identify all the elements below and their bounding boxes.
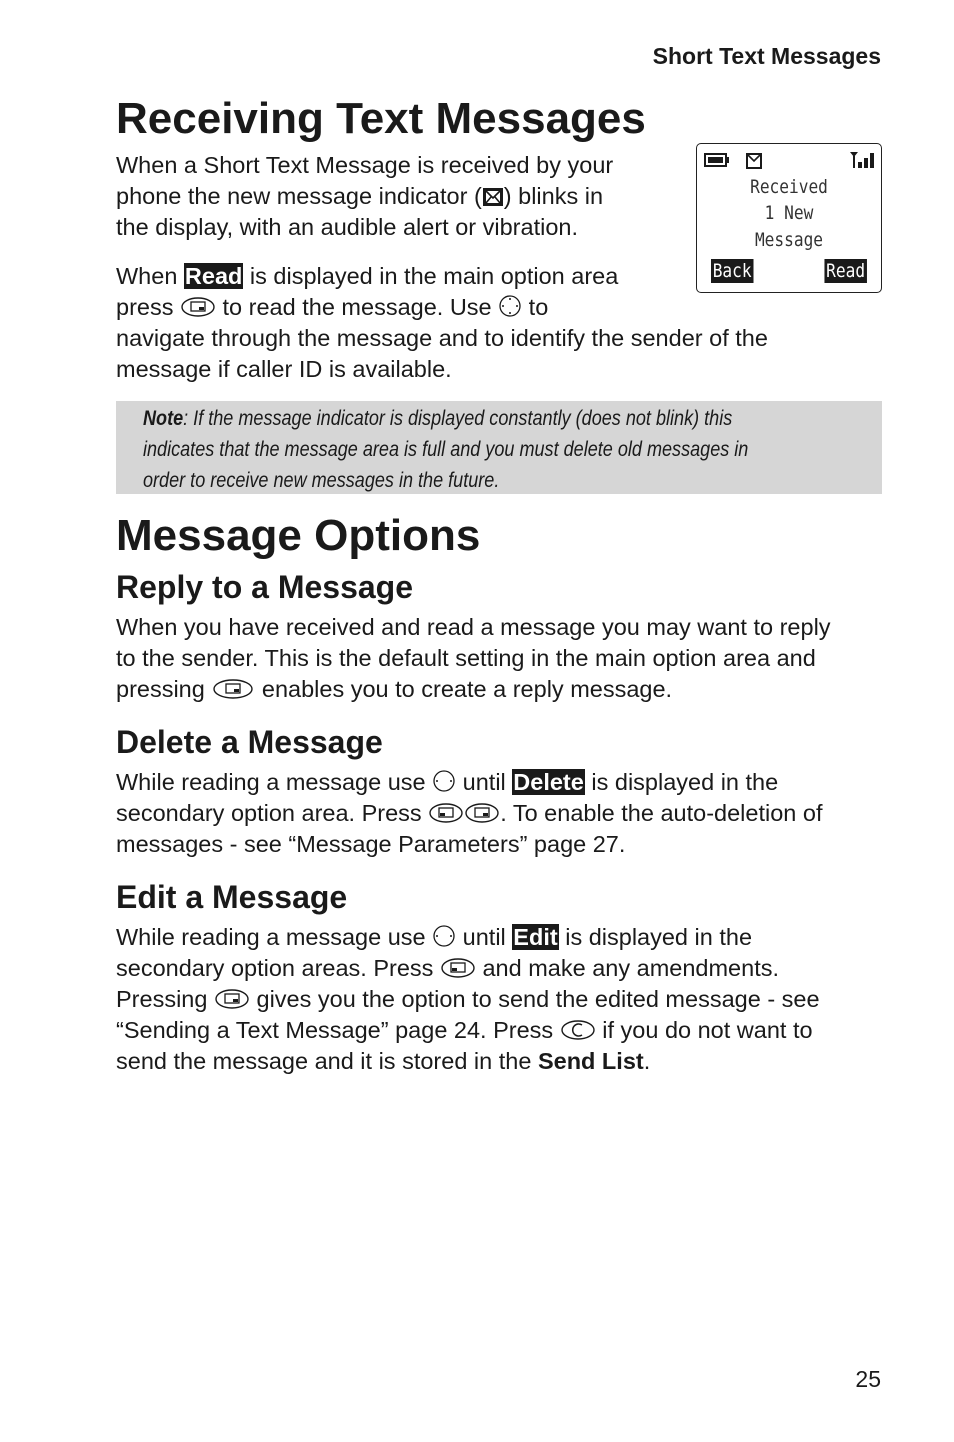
right-softkey-icon (180, 296, 216, 318)
right-softkey-icon (214, 988, 250, 1010)
right-softkey-icon (464, 802, 500, 824)
text-line: While reading a message use until Delete is displayed in the (116, 769, 779, 795)
subsection-title-delete: Delete a Message (116, 724, 383, 760)
navigation-key-icon (498, 294, 522, 318)
text-line: indicates that the message area is full and you must delete old messages in (143, 438, 749, 461)
send-list-term: Send List (537, 1048, 644, 1074)
receiving-paragraph-1 (116, 150, 613, 243)
note-text (143, 403, 857, 496)
edit-paragraph (116, 922, 820, 1077)
envelope-icon (482, 187, 504, 207)
section-title-message-options: Message Options (116, 511, 481, 560)
delete-paragraph (116, 767, 823, 860)
navigation-key-icon (432, 924, 456, 948)
subsection-title-reply: Reply to a Message (116, 569, 413, 605)
text-line: While reading a message use until Edit is displayed in the (116, 924, 753, 950)
right-softkey-icon (211, 678, 255, 700)
section-title-receiving: Receiving Text Messages (116, 94, 646, 143)
phone-display-illustration (696, 143, 882, 293)
edit-softkey-label: Edit (513, 924, 558, 950)
text-line: pressing enables you to create a reply message. (116, 676, 673, 702)
read-softkey-label: Read (184, 263, 243, 289)
page-number: 25 (855, 1366, 881, 1392)
text-line: send the message and it is stored in the Send List. (116, 1048, 651, 1074)
battery-icon (704, 152, 730, 172)
text-line: “Sending a Text Message” page 24. Press if you do not want to (116, 1017, 813, 1043)
text-line: Pressing gives you the option to send the edited message - see (116, 986, 820, 1012)
note-label: Note (143, 407, 184, 430)
text-line: When Read is displayed in the main option area (116, 263, 619, 289)
text-line: secondary option areas. Press and make any amendments. (116, 955, 780, 981)
left-softkey-icon (440, 957, 476, 979)
text-line: When a Short Text Message is received by your (116, 152, 614, 178)
navigation-key-icon (432, 769, 456, 793)
display-line-received: Received (750, 176, 828, 198)
text-line: secondary option area. Press . To enable the auto-deletion of (116, 800, 823, 826)
text-line: order to receive new messages in the future. (143, 469, 500, 492)
note-box (116, 401, 882, 494)
text-line: to the sender. This is the default setting in the main option area and (116, 645, 816, 671)
text-line: messages - see “Message Parameters” page 27. (116, 831, 626, 857)
message-indicator-icon (745, 152, 763, 174)
subsection-title-edit: Edit a Message (116, 879, 348, 915)
text-line: Note: If the message indicator is displayed constantly (does not blink) this (143, 407, 733, 430)
delete-softkey-label: Delete (513, 769, 584, 795)
back-softkey: Back (712, 260, 752, 282)
read-softkey: Read (826, 260, 866, 282)
text-line: the display, with an audible alert or vibration. (116, 214, 578, 240)
signal-strength-icon (849, 150, 877, 174)
text-line: navigate through the message and to identify the sender of the (116, 325, 768, 351)
receiving-paragraph-2 (116, 261, 768, 385)
text-line: phone the new message indicator ( ) blinks in (116, 183, 604, 209)
text-line: message if caller ID is available. (116, 356, 452, 382)
clear-key-icon (560, 1019, 596, 1041)
text-line: When you have received and read a message you may want to reply (116, 614, 831, 640)
display-line-message: Message (754, 229, 824, 251)
display-line-new: 1 New (764, 202, 814, 224)
text-line: press to read the message. Use to (116, 294, 549, 320)
left-softkey-icon (428, 802, 464, 824)
running-header: Short Text Messages (652, 43, 881, 69)
reply-paragraph (116, 612, 831, 705)
